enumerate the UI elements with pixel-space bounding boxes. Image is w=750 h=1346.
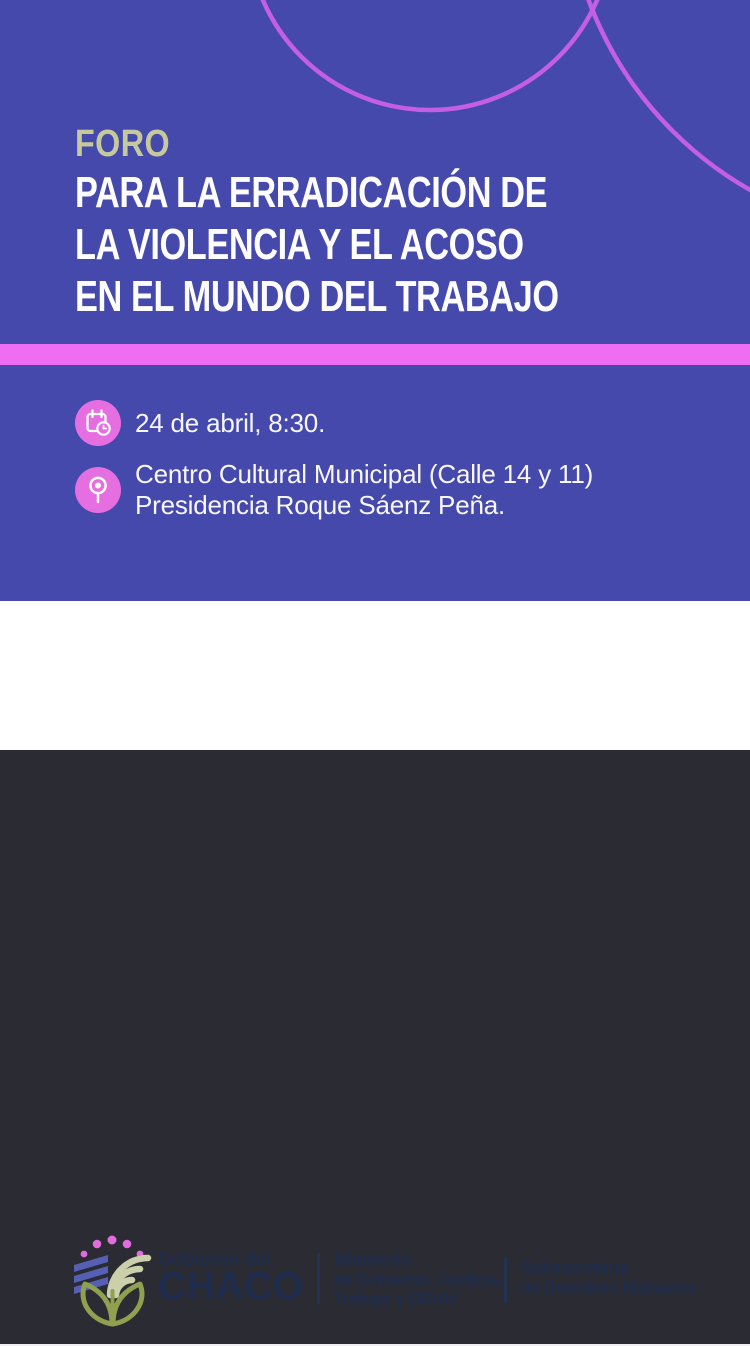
event-location xyxy=(135,459,593,521)
event-datetime: 24 de abril, 8:30. xyxy=(135,407,326,438)
ministry-line-2: de Gobierno, Justicia, xyxy=(334,1270,502,1289)
title-line-3: EN EL MUNDO DEL TRABAJO xyxy=(75,272,559,321)
gov-small-label: Gobierno del xyxy=(158,1249,272,1269)
hero-section xyxy=(0,0,750,601)
subsec-line-1: Subsecretaría xyxy=(521,1259,628,1277)
map-pin-icon xyxy=(75,467,121,513)
page-title xyxy=(75,167,559,323)
date-row xyxy=(75,400,325,446)
title-line-2: LA VIOLENCIA Y EL ACOSO xyxy=(75,220,524,269)
footer-section xyxy=(0,601,750,1308)
kicker: FORO xyxy=(75,123,171,165)
ministry-line-1: Ministerio xyxy=(334,1251,410,1269)
ministry-block xyxy=(334,1251,502,1310)
pink-divider-bar xyxy=(0,344,750,365)
location-row xyxy=(75,459,593,521)
subsecretariat-block xyxy=(521,1259,696,1298)
footer-divider-1 xyxy=(317,1253,320,1305)
footer-divider-2 xyxy=(504,1257,507,1303)
gov-name-label: CHACO xyxy=(158,1265,304,1308)
ministry-line-3: Trabajo y DDHH xyxy=(334,1290,456,1308)
chaco-flower-logo-icon xyxy=(68,1231,158,1329)
subsec-line-2: de Derechos Humanos xyxy=(521,1278,697,1297)
gov-wordmark xyxy=(158,1249,304,1308)
calendar-clock-icon xyxy=(75,400,121,446)
location-line-1: Centro Cultural Municipal (Calle 14 y 11) xyxy=(135,459,594,489)
location-line-2: Presidencia Roque Sáenz Peña. xyxy=(135,490,506,520)
title-line-1: PARA LA ERRADICACIÓN DE xyxy=(75,168,548,217)
